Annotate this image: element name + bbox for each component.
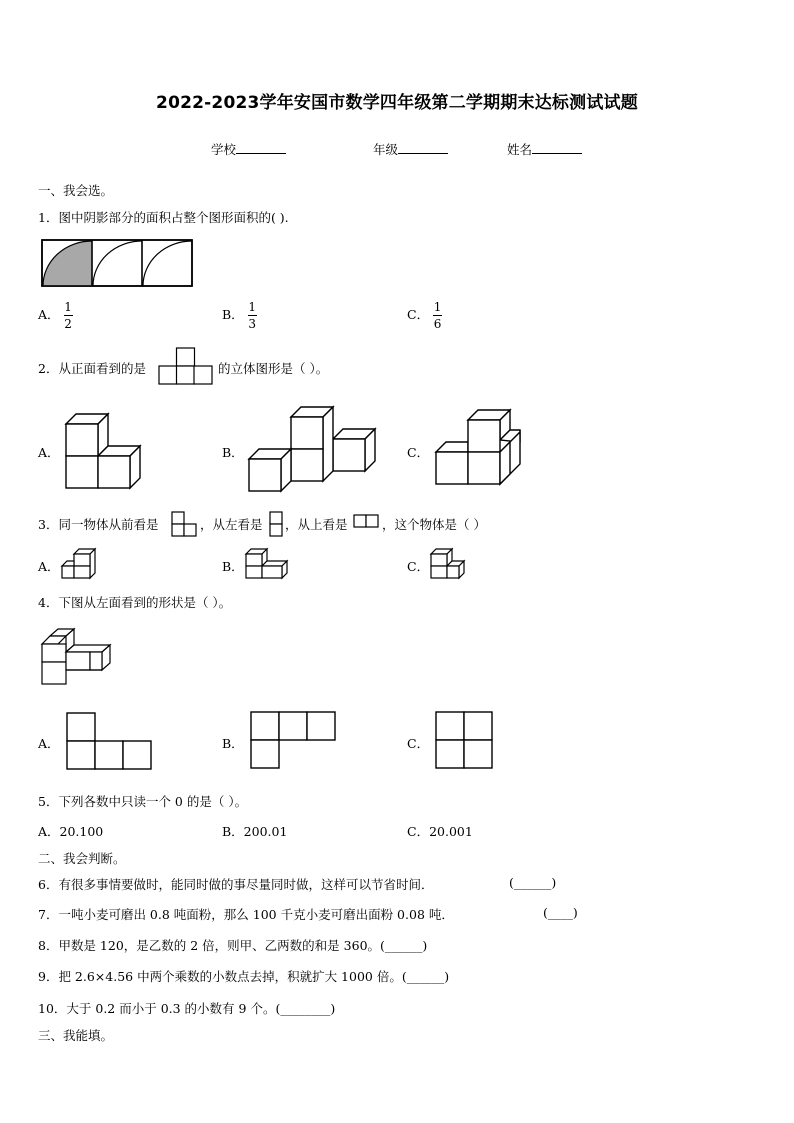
q1-option-a-label: A． (38, 307, 60, 322)
q3-option-b-label[interactable]: B． (222, 559, 244, 574)
q1-option-a-fraction: $\frac{1}{2}$ (64, 300, 72, 331)
q3-option-c-label[interactable]: C． (407, 559, 430, 574)
page-title: 2022-2023学年安国市数学四年级第二学期期末达标测试试题 (156, 93, 638, 113)
section-heading-2: 二、我会判断。 (38, 851, 126, 866)
q2-front-view-figure (158, 347, 216, 385)
school-blank (236, 153, 286, 154)
q4-option-c-figure[interactable] (435, 711, 495, 769)
grade-blank (398, 153, 448, 154)
question-2-post: 的立体图形是（ ）。 (218, 361, 329, 376)
question-3-part-1: 3．同一物体从前看是 (38, 517, 159, 532)
q4-option-a-label[interactable]: A． (38, 736, 60, 751)
q2-option-a-label[interactable]: A． (38, 445, 60, 460)
question-10: 10．大于 0.2 而小于 0.3 的小数有 9 个。(________) (38, 1001, 336, 1016)
question-3-part-2: ，从左看是 (200, 517, 263, 532)
q1-option-b-fraction: $\frac{1}{3}$ (248, 300, 256, 331)
question-1: 1．图中阴影部分的面积占整个图形面积的( ). (38, 210, 289, 225)
question-2-pre: 2．从正面看到的是 (38, 361, 146, 376)
q1-option-c-label: C． (407, 307, 430, 322)
name-blank (532, 153, 582, 154)
grade-label: 年级 (373, 142, 399, 157)
q3-option-b-figure[interactable] (246, 548, 290, 580)
q5-option-c[interactable]: C．20.001 (407, 824, 473, 839)
q4-option-b-label[interactable]: B． (222, 736, 244, 751)
question-9: 9．把 2.6×4.56 中两个乘数的小数点去掉，积就扩大 1000 倍。(______) (38, 969, 450, 984)
question-3-part-3: ，从上看是 (285, 517, 348, 532)
q3-option-c-figure[interactable] (431, 548, 467, 580)
school-label: 学校 (211, 142, 237, 157)
q3-left-view-figure (269, 511, 285, 537)
q3-top-view-figure (353, 514, 381, 530)
school-field (211, 140, 286, 158)
question-5: 5．下列各数中只读一个 0 的是（ ）。 (38, 794, 248, 809)
section-heading-1: 一、我会选。 (38, 183, 114, 198)
q2-option-b-label[interactable]: B． (222, 445, 244, 460)
q5-option-b[interactable]: B．200.01 (222, 824, 288, 839)
grade-field (373, 140, 448, 158)
q3-option-a-label[interactable]: A． (38, 559, 60, 574)
q4-option-b-figure[interactable] (250, 711, 338, 769)
name-field (507, 140, 582, 158)
q1-shaded-figure (42, 240, 194, 288)
section-heading-3: 三、我能填。 (38, 1028, 114, 1043)
q1-option-c-fraction: $\frac{1}{6}$ (433, 300, 442, 331)
q3-front-view-figure (171, 511, 199, 537)
q1-option-c[interactable] (407, 300, 442, 331)
q4-option-a-figure[interactable] (66, 712, 154, 770)
question-8: 8．甲数是 120，是乙数的 2 倍，则甲、乙两数的和是 360。(______) (38, 938, 428, 953)
q1-option-b[interactable] (222, 300, 257, 331)
q4-solid-figure (42, 628, 118, 688)
q5-option-a[interactable]: A．20.100 (38, 824, 104, 839)
question-3-part-4: ，这个物体是（ ） (382, 517, 486, 532)
question-6: 6．有很多事情要做时，能同时做的事尽量同时做，这样可以节省时间． (38, 877, 434, 892)
q1-option-b-label: B． (222, 307, 244, 322)
q2-option-a-figure[interactable] (66, 412, 146, 490)
q1-option-a[interactable] (38, 300, 73, 331)
q7-answer-bracket[interactable]: (____) (543, 905, 578, 920)
q6-answer-bracket[interactable]: (______) (509, 875, 557, 890)
q2-option-c-label[interactable]: C． (407, 445, 430, 460)
name-label: 姓名 (507, 142, 533, 157)
q4-option-c-label[interactable]: C． (407, 736, 430, 751)
q2-option-b-figure[interactable] (249, 407, 377, 493)
question-7: 7．一吨小麦可磨出 0.8 吨面粉，那么 100 千克小麦可磨出面粉 0.08 吨． (38, 907, 454, 922)
q3-option-a-figure[interactable] (62, 548, 98, 580)
question-4: 4．下图从左面看到的形状是（ ）。 (38, 595, 232, 610)
q2-option-c-figure[interactable] (436, 410, 524, 486)
